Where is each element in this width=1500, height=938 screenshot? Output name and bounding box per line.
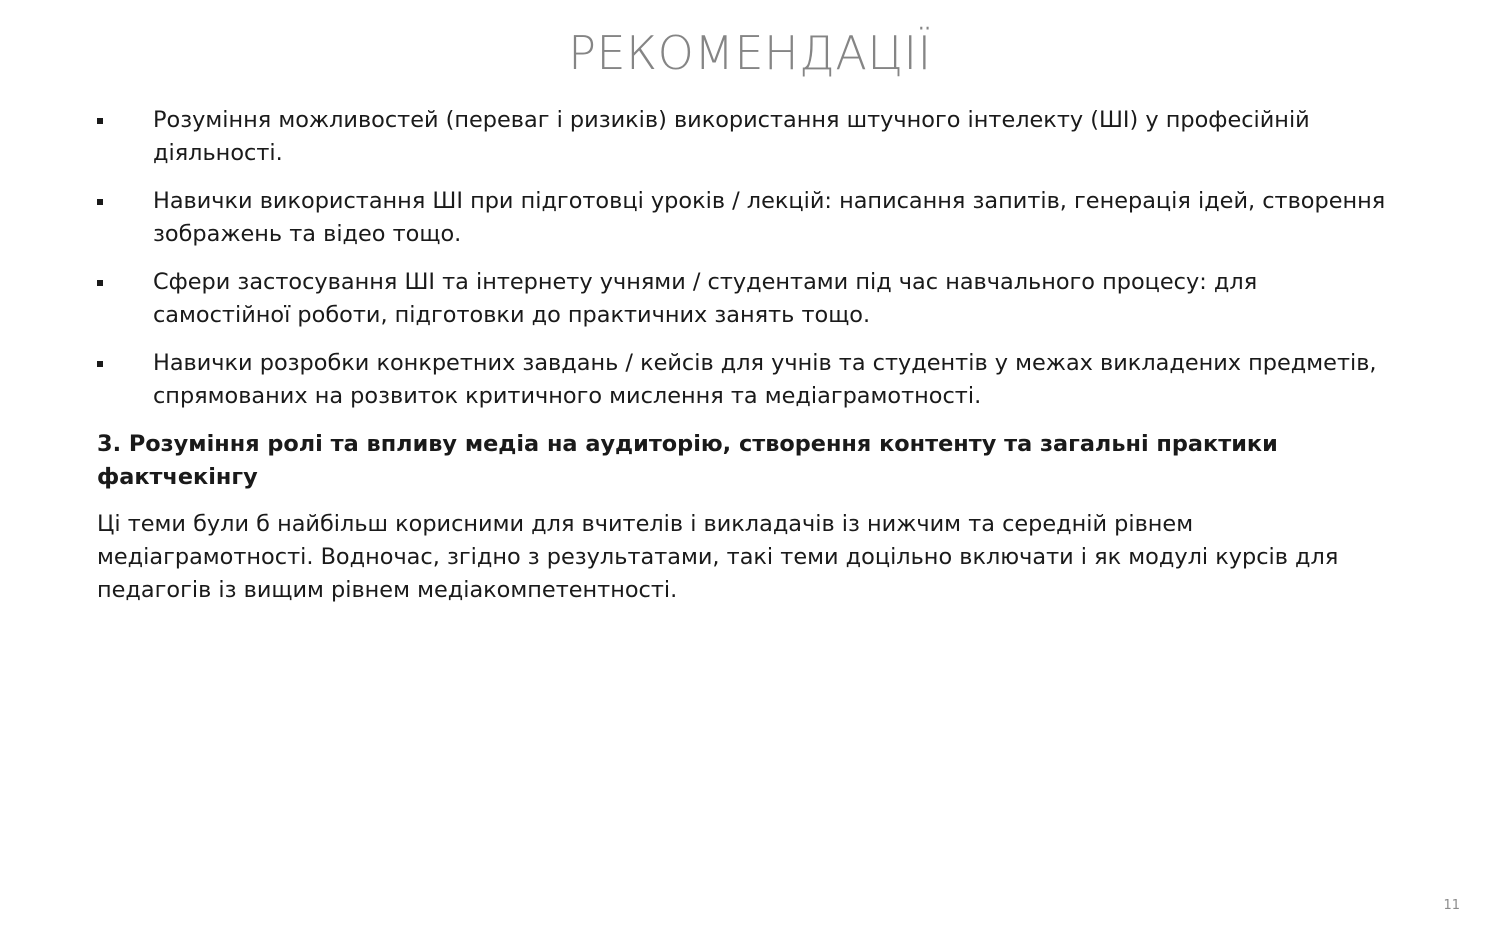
list-item (97, 104, 1397, 170)
list-item-text: Розуміння можливостей (переваг і ризиків) використання штучного інтелекту (ШІ) у професійній діяльності. (153, 107, 1310, 166)
list-item-text: Сфери застосування ШІ та інтернету учнями / студентами під час навчального процесу: для самостійної роботи, підготовки до практичних занять тощо. (153, 269, 1258, 328)
square-bullet-icon (97, 118, 103, 124)
list-item (97, 266, 1397, 332)
recommendations-list (97, 104, 1397, 413)
square-bullet-icon (97, 361, 103, 367)
page-number: 11 (1443, 898, 1460, 913)
list-item-text: Навички розробки конкретних завдань / кейсів для учнів та студентів у межах викладених предметів, спрямованих на розвиток критичного мислення та медіаграмотності. (153, 350, 1377, 409)
square-bullet-icon (97, 199, 103, 205)
summary-paragraph: Ці теми були б найбільш корисними для вчителів і викладачів із нижчим та середній рівнем медіаграмотності. Водночас, згідно з результатами, такі теми доцільно включати і як модулі курсів для педагогів із вищим рівнем медіакомпетентності. (97, 511, 1339, 603)
slide-title: РЕКОМЕНДАЦІЇ (568, 26, 932, 80)
list-item-text: Навички використання ШІ при підготовці уроків / лекцій: написання запитів, генерація ідей, створення зображень та відео тощо. (153, 188, 1386, 247)
section-heading: 3. Розуміння ролі та впливу медіа на аудиторію, створення контенту та загальні практики фактчекінгу (97, 431, 1278, 490)
square-bullet-icon (97, 280, 103, 286)
list-item (97, 185, 1397, 251)
list-item (97, 347, 1397, 413)
slide-content (97, 104, 1397, 607)
